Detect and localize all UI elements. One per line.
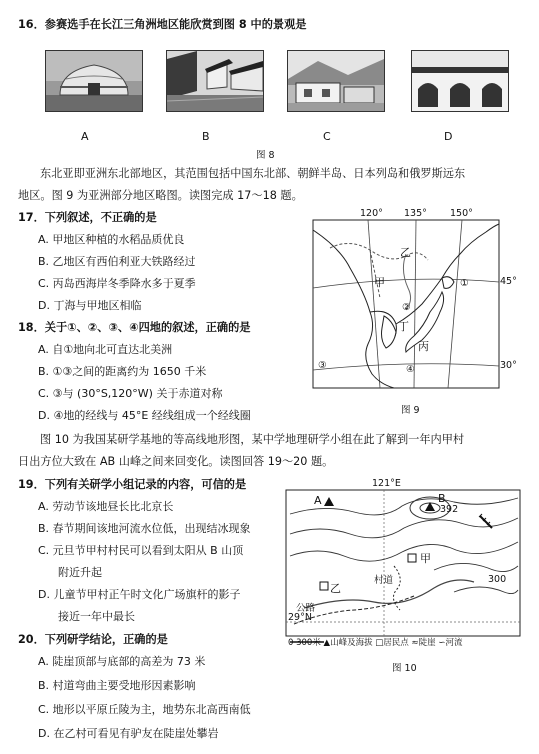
fig10-lon-label: 121°E: [372, 478, 401, 489]
fig10-legend: 0 300米 ▲山峰及海拔 □居民点 ≈陡崖 ∽河流: [288, 638, 463, 648]
q20-stem: 20．下列研学结论，正确的是: [18, 633, 168, 646]
contour-map: [284, 484, 524, 654]
q19-option-c-line2: 附近升起: [58, 566, 102, 579]
fig9-region-yi: 乙: [400, 246, 411, 259]
fig9-region-ding: 丁: [398, 320, 409, 333]
q16-stem: 16．参赛选手在长江三角洲地区能欣赏到图 8 中的景观是: [18, 18, 307, 31]
q18-option-a: A. 自①地向北可直达北美洲: [38, 343, 173, 356]
photo-b-label: B: [202, 130, 210, 143]
fig9-lat-45: 45°: [500, 276, 517, 287]
photo-b-water-town: [166, 50, 264, 112]
q18-option-d: D. ④地的经线与 45°E 经线组成一个经线圈: [38, 409, 251, 422]
arched-building-image: [412, 51, 508, 111]
water-town-image: [167, 51, 263, 111]
intro2-line2: 日出方位大致在 AB 山峰之间来回变化。读图回答 19～20 题。: [18, 455, 334, 468]
fig9-region-jia: 甲: [374, 276, 385, 289]
q19-stem: 19．下列有关研学小组记录的内容，可信的是: [18, 478, 247, 491]
q19-option-b: B. 春节期间该地河流水位低，出现结冰现象: [38, 522, 251, 535]
q18-stem: 18．关于①、②、③、④四地的叙述，正确的是: [18, 321, 251, 334]
fig9-point-1: ①: [460, 278, 469, 289]
fig9-point-4: ④: [406, 364, 415, 375]
fig10-contour-300: 300: [488, 574, 507, 585]
intro2-line1: 图 10 为我国某研学基地的等高线地形图，某中学地理研学小组在此了解到一年内甲村: [40, 433, 465, 446]
q17-option-d: D. 丁海与甲地区相临: [38, 299, 142, 312]
fig9-lon-120: 120°: [360, 208, 383, 219]
q19-option-a: A. 劳动节该地昼长比北京长: [38, 500, 174, 513]
figure-10-caption: 图 10: [392, 663, 417, 674]
photo-d-label: D: [444, 130, 453, 143]
q19-option-c-line1: C. 元旦节甲村村民可以看到太阳从 B 山顶: [38, 544, 244, 557]
q17-option-a: A. 甲地区种植的水稻品质优良: [38, 233, 185, 246]
fig10-peak-b: B: [438, 492, 446, 505]
q17-stem: 17．下列叙述，不正确的是: [18, 211, 157, 224]
photo-a-yurt: [45, 50, 143, 112]
asia-map: [310, 208, 520, 398]
fig9-point-3: ③: [318, 360, 327, 371]
q18-option-b: B. ①③之间的距离约为 1650 千米: [38, 365, 207, 378]
fig10-village-jia: 甲: [420, 552, 431, 565]
q17-option-c: C. 丙岛西海岸冬季降水多于夏季: [38, 277, 196, 290]
figure-9-caption: 图 9: [401, 405, 420, 416]
fig9-region-bing: 丙: [418, 340, 429, 353]
q19-option-d-line2: 接近一年中最长: [58, 610, 135, 623]
q18-option-c: C. ③与 (30°S,120°W) 关于赤道对称: [38, 387, 223, 400]
q20-option-a: A. 陡崖顶部与底部的高差为 73 米: [38, 655, 206, 668]
fig10-village-yi: 乙: [330, 582, 341, 595]
fig9-point-2: ②: [402, 302, 411, 313]
intro1-line2: 地区。图 9 为亚洲部分地区略图。读图完成 17～18 题。: [18, 189, 303, 202]
q19-option-d-line1: D. 儿童节甲村正午时文化广场旗杆的影子: [38, 588, 241, 601]
flat-roof-image: [288, 51, 384, 111]
intro1-line1: 东北亚即亚洲东北部地区，其范围包括中国东北部、朝鲜半岛、日本列岛和俄罗斯远东: [40, 167, 466, 180]
fig9-lat-30: 30°: [500, 360, 517, 371]
q17-option-b: B. 乙地区有西伯利亚大铁路经过: [38, 255, 196, 268]
photo-a-label: A: [81, 130, 89, 143]
photo-d-arched: [411, 50, 509, 112]
fig10-peak-height: 392: [440, 504, 459, 515]
figure-8-caption: 图 8: [256, 150, 275, 161]
q20-option-b: B. 村道弯曲主要受地形因素影响: [38, 679, 196, 692]
figure-10-contour-map: [284, 478, 524, 654]
fig9-lon-135: 135°: [404, 208, 427, 219]
yurt-image: [46, 51, 142, 111]
photo-c-flat-roof: [287, 50, 385, 112]
q20-option-c: C. 地形以平原丘陵为主，地势东北高西南低: [38, 703, 251, 716]
q20-option-d: D. 在乙村可看见有驴友在陡崖处攀岩: [38, 727, 219, 740]
photo-c-label: C: [323, 130, 331, 143]
figure-9-map: [310, 208, 520, 398]
fig10-peak-a: A: [314, 494, 322, 507]
fig10-village-road: 村道: [374, 575, 394, 586]
fig10-lat-label: 29°N: [288, 612, 312, 623]
fig9-lon-150: 150°: [450, 208, 473, 219]
fig10-highway: 公路: [296, 603, 316, 614]
